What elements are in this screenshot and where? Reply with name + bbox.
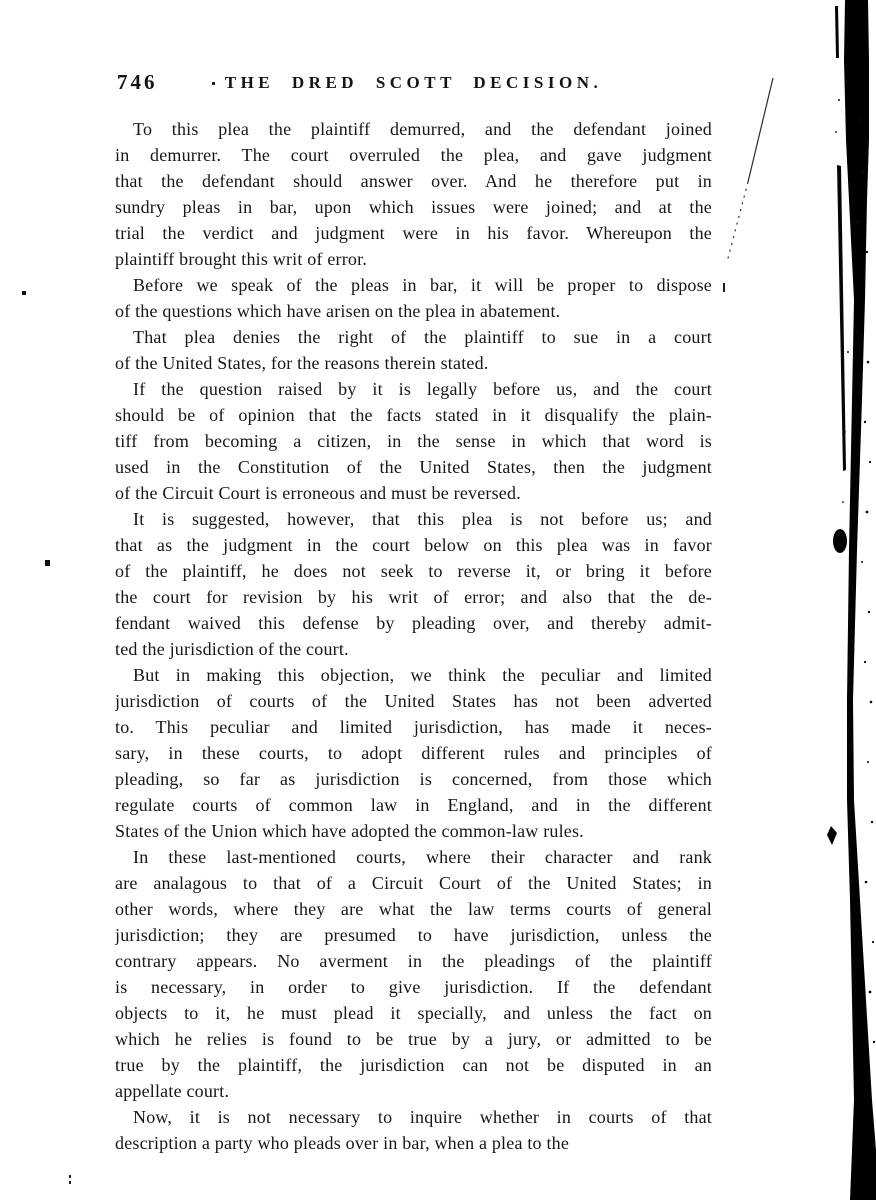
text-line: regulate courts of common law in England, and in the different (115, 795, 712, 815)
text-line: objects to it, he must plead it specially, and unless the fact on (115, 1003, 712, 1023)
text-line: of the United States, for the reasons therein stated. (115, 353, 489, 373)
text-line: that the defendant should answer over. And he therefore put in (115, 171, 712, 191)
ink-blot (827, 826, 837, 845)
text-line: used in the Constitution of the United States, then the judgment (115, 457, 712, 477)
text-line: of the plaintiff, he does not seek to reverse it, or bring it before (115, 561, 712, 581)
text-line: tiff from becoming a citizen, in the sense in which that word is (115, 431, 712, 451)
running-title: THE DRED SCOTT DECISION. (224, 73, 603, 92)
page-header (115, 70, 712, 98)
paragraph (115, 116, 712, 272)
scan-noise-specks (835, 99, 875, 1043)
text-line: Before we speak of the pleas in bar, it will be proper to dispose (133, 275, 712, 295)
text-line: But in making this objection, we think the peculiar and limited (133, 665, 712, 685)
text-line: that as the judgment in the court below on this plea was in favor (115, 535, 712, 555)
text-line: trial the verdict and judgment were in his favor. Whereupon the (115, 223, 712, 243)
text-line: fendant waived this defense by pleading over, and thereby admit- (115, 613, 712, 633)
text-line: In these last-mentioned courts, where their character and rank (133, 847, 712, 867)
ink-blot (833, 529, 847, 553)
paragraph (115, 844, 712, 1104)
paragraph (115, 272, 712, 324)
text-line: of the questions which have arisen on the plea in abatement. (115, 301, 561, 321)
text-line: to. This peculiar and limited jurisdiction, has made it neces- (115, 717, 712, 737)
text-line: pleading, so far as jurisdiction is concerned, from those which (115, 769, 712, 789)
text-line: sundry pleas in bar, upon which issues were joined; and at the (115, 197, 712, 217)
ink-speck (45, 560, 50, 566)
text-line: States of the Union which have adopted the common-law rules. (115, 821, 584, 841)
text-line: ted the jurisdiction of the court. (115, 639, 349, 659)
paragraph (115, 662, 712, 844)
text-line: other words, where they are what the law terms courts of general (115, 899, 712, 919)
text-line: appellate court. (115, 1081, 230, 1101)
text-line: which he relies is found to be true by a jury, or admitted to be (115, 1029, 712, 1049)
ink-speck (723, 283, 725, 292)
text-line: description a party who pleads over in bar, when a plea to the (115, 1133, 570, 1153)
ink-speck (22, 291, 26, 295)
text-line: If the question raised by it is legally before us, and the court (133, 379, 712, 399)
text-line: plaintiff brought this writ of error. (115, 249, 368, 269)
scan-edge-line (837, 165, 846, 471)
text-line: in demurrer. The court overruled the plea, and gave judgment (115, 145, 712, 165)
text-line: Now, it is not necessary to inquire whether in courts of that (133, 1107, 712, 1127)
paragraph (115, 376, 712, 506)
page-number: 746 (117, 70, 158, 94)
page-body (115, 116, 712, 1156)
text-line: It is suggested, however, that this plea is not before us; and (133, 509, 712, 529)
text-line: That plea denies the right of the plaintiff to sue in a court (133, 327, 712, 347)
scan-gutter-band (844, 0, 876, 1200)
text-line: sary, in these courts, to adopt different rules and principles of (115, 743, 712, 763)
text-line: should be of opinion that the facts stated in it disqualify the plain- (115, 405, 712, 425)
ink-speck (69, 1181, 71, 1184)
text-line: the court for revision by his writ of error; and also that the de- (115, 587, 712, 607)
pen-stroke (727, 182, 748, 262)
pen-stroke (748, 78, 773, 182)
text-line: jurisdiction of courts of the United States has not been adverted (115, 691, 712, 711)
text-line: contrary appears. No averment in the pleadings of the plaintiff (115, 951, 712, 971)
text-line: of the Circuit Court is erroneous and must be reversed. (115, 483, 521, 503)
text-line: true by the plaintiff, the jurisdiction can not be disputed in an (115, 1055, 712, 1075)
paragraph (115, 324, 712, 376)
paragraph (115, 506, 712, 662)
ink-speck (69, 1175, 71, 1178)
text-line: are analagous to that of a Circuit Court of the United States; in (115, 873, 712, 893)
text-line: To this plea the plaintiff demurred, and the defendant joined (133, 119, 712, 139)
text-line: jurisdiction; they are presumed to have jurisdiction, unless the (115, 925, 712, 945)
scan-edge-line (835, 6, 839, 58)
text-line: is necessary, in order to give jurisdiction. If the defendant (115, 977, 712, 997)
paragraph (115, 1104, 712, 1156)
